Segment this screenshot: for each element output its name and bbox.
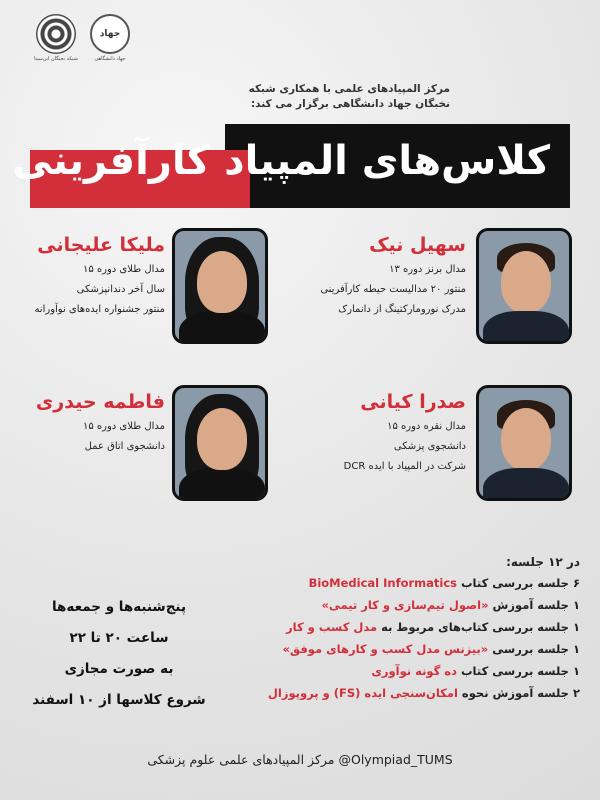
- speaker-photo: [476, 385, 572, 501]
- schedule-list: [240, 555, 580, 704]
- speaker-details: [34, 260, 165, 320]
- schedule-item-text: ۱ جلسه بررسی کتاب‌های مربوط به: [377, 620, 580, 634]
- speaker-name: ملیکا علیجانی: [37, 234, 165, 256]
- speaker-card-fatemeh: [20, 385, 290, 505]
- speaker-photo: [172, 385, 268, 501]
- speaker-details: [344, 417, 466, 477]
- speaker-detail: دانشجوی پزشکی: [393, 441, 466, 452]
- ibn-sina-logo-caption: شبکه نخبگان ابن‌سینا: [34, 56, 78, 62]
- times-line: ساعت ۲۰ تا ۲۲: [69, 630, 169, 646]
- class-times: [24, 592, 214, 716]
- schedule-item-text: ۱ جلسه بررسی کتاب: [457, 664, 580, 678]
- schedule-item-highlight: «بیزنس مدل کسب و کارهای موفق»: [282, 642, 489, 656]
- speaker-name: صدرا کیانی: [360, 391, 466, 413]
- speaker-card-soheil: [302, 228, 572, 348]
- intro-text: [150, 82, 450, 112]
- schedule-item: [240, 594, 580, 616]
- schedule-item-highlight: مدل کسب و کار: [286, 620, 378, 634]
- times-line: به صورت مجازی: [64, 661, 174, 677]
- speaker-detail: منتور جشنواره ایده‌های نوآورانه: [34, 304, 165, 315]
- page-title: کلاس‌های المپیاد کارآفرینی: [12, 138, 550, 184]
- speaker-details: [320, 260, 466, 320]
- speaker-photo: [172, 228, 268, 344]
- speaker-name: سهیل نیک: [369, 234, 466, 256]
- speaker-detail: مدال طلای دوره ۱۵: [82, 264, 165, 275]
- speaker-photo: [476, 228, 572, 344]
- ibn-sina-logo-mark: [36, 14, 76, 54]
- schedule-title: در ۱۲ جلسه:: [506, 555, 580, 569]
- speaker-details: [83, 417, 165, 457]
- schedule-item-text: ۲ جلسه آموزش نحوه: [457, 686, 580, 700]
- schedule-item: [240, 682, 580, 704]
- schedule-item: [240, 660, 580, 682]
- speaker-detail: مدال طلای دوره ۱۵: [82, 421, 165, 432]
- intro-line-2: نخبگان جهاد دانشگاهی برگزار می کند:: [250, 98, 450, 110]
- speaker-detail: سال آخر دندانپزشکی: [76, 284, 165, 295]
- times-line: پنج‌شنبه‌ها و جمعه‌ها: [51, 599, 187, 615]
- title-banner: [12, 124, 570, 208]
- schedule-item: [240, 638, 580, 660]
- schedule-item: [240, 572, 580, 594]
- schedule-item-highlight: «اصول تیم‌سازی و کار تیمی»: [321, 598, 489, 612]
- logos: [30, 14, 140, 82]
- speaker-detail: منتور ۲۰ مدالیست حیطه کارآفرینی: [320, 284, 466, 295]
- jahad-logo-caption: جهاد دانشگاهی: [94, 56, 126, 62]
- intro-line-1: مرکز المپیادهای علمی با همکاری شبکه: [248, 83, 450, 95]
- ibn-sina-logo: [30, 14, 82, 63]
- speaker-detail: دانشجوی اتاق عمل: [84, 441, 165, 452]
- speaker-card-melika: [20, 228, 290, 348]
- schedule-item-highlight: امکان‌سنجی ایده (FS) و پروپوزال: [267, 686, 458, 700]
- speaker-name: فاطمه حیدری: [35, 391, 165, 413]
- speaker-detail: مدال نقره دوره ۱۵: [387, 421, 466, 432]
- schedule-item-highlight: BioMedical Informatics: [308, 576, 457, 590]
- schedule-item-text: ۱ جلسه بررسی: [488, 642, 580, 656]
- schedule-item: [240, 616, 580, 638]
- schedule-item-text: ۱ جلسه آموزش: [488, 598, 580, 612]
- jahad-logo: [84, 14, 136, 63]
- speaker-card-sadra: [302, 385, 572, 505]
- times-line: شروع کلاسها از ۱۰ اسفند: [32, 692, 206, 708]
- schedule-item-highlight: ده گونه نوآوری: [371, 664, 457, 678]
- footer-handle: Olympiad_TUMS@ مرکز المپیادهای علمی علوم پزشکی: [147, 752, 453, 767]
- speaker-detail: مدرک نورومارکتینگ از دانمارک: [338, 304, 466, 315]
- speaker-detail: شرکت در المپیاد با ایده DCR: [343, 461, 466, 472]
- speaker-detail: مدال برنز دوره ۱۳: [389, 264, 466, 275]
- jahad-logo-mark: جهاد: [90, 14, 130, 54]
- schedule-item-text: ۶ جلسه بررسی کتاب: [457, 576, 580, 590]
